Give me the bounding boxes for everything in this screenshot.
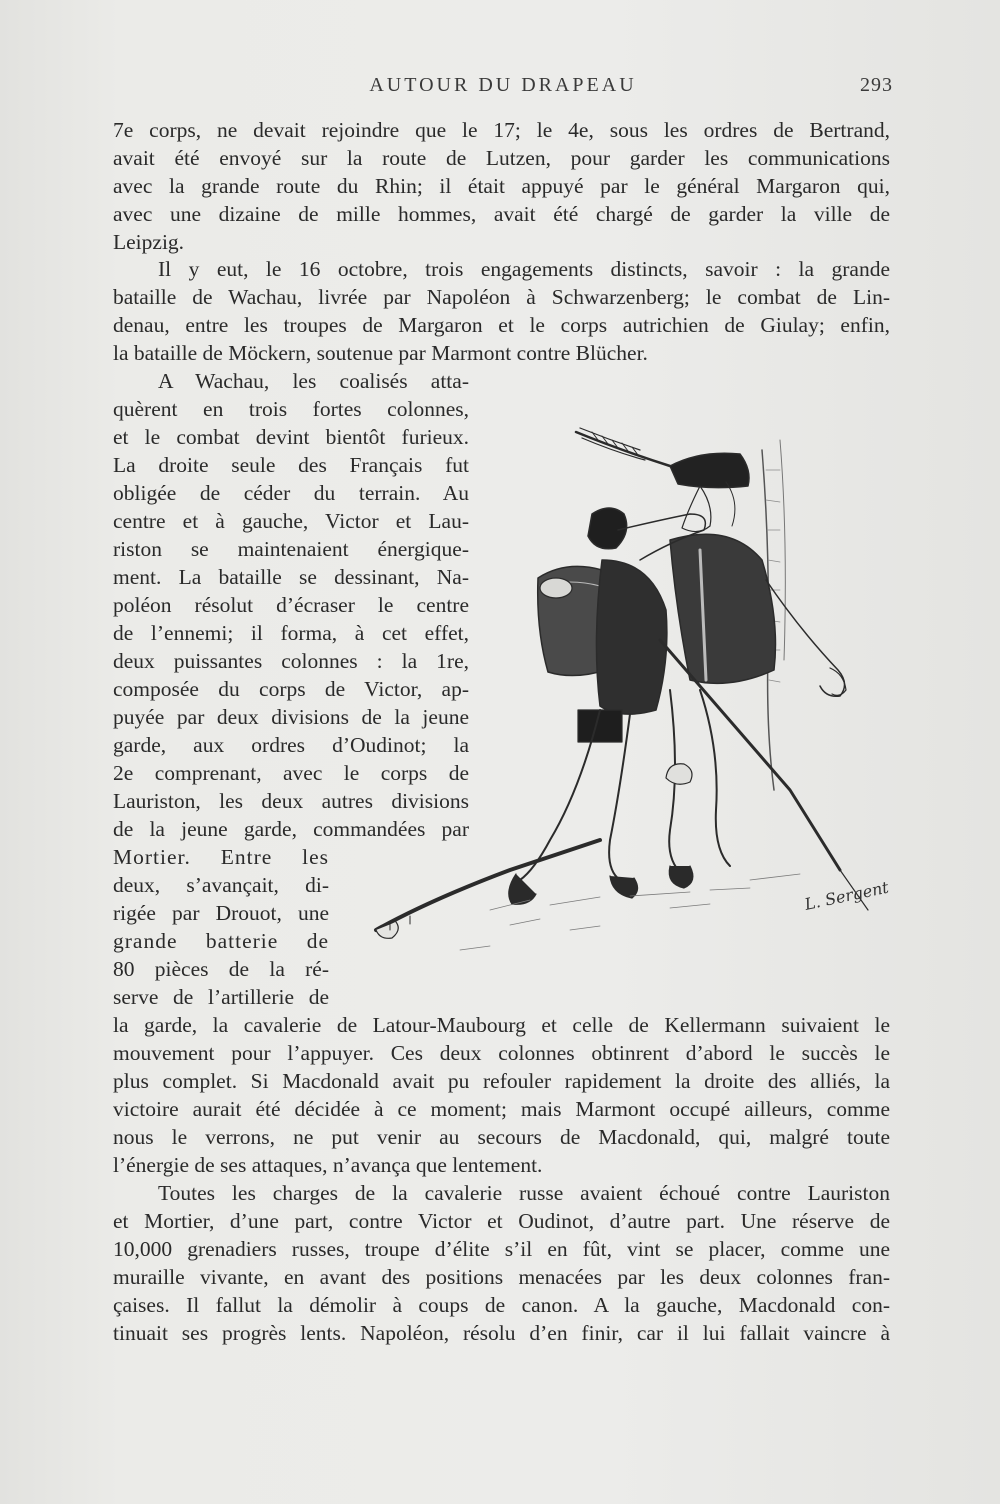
text-line: serve de l’artillerie de — [113, 985, 329, 1009]
text-line: 2e comprenant, avec le corps de — [113, 761, 469, 785]
text-line: centre et à gauche, Victor et Lau- — [113, 509, 469, 533]
text-line: denau, entre les troupes de Margaron et le corps autrichien de Giulay; enfin, — [113, 313, 890, 337]
text-line: avait été envoyé sur la route de Lutzen, pour garder les communications — [113, 146, 890, 170]
text-line: et le combat devint bientôt furieux. — [113, 425, 469, 449]
text-line: victoire aurait été décidée à ce moment; mais Marmont occupé ailleurs, comme — [113, 1097, 890, 1121]
text-line: ment. La bataille se dessinant, Na- — [113, 565, 469, 589]
text-line: Lauriston, les deux autres divisions — [113, 789, 469, 813]
text-line: et Mortier, d’une part, contre Victor et Oudinot, d’autre part. Une réserve de — [113, 1209, 890, 1233]
text-line: Mortier. Entre les — [113, 845, 329, 869]
page-number: 293 — [860, 74, 893, 96]
text-line: bataille de Wachau, livrée par Napoléon à Schwarzenberg; le combat de Lin- — [113, 285, 890, 309]
text-line: avec une dizaine de mille hommes, avait été chargé de garder la ville de — [113, 202, 890, 226]
text-line: garde, aux ordres d’Oudinot; la — [113, 733, 469, 757]
text-line: mouvement pour l’appuyer. Ces deux colonnes obtinrent d’abord le succès le — [113, 1041, 890, 1065]
running-head — [113, 74, 893, 102]
text-line: nous le verrons, ne put venir au secours de Macdonald, qui, malgré toute — [113, 1125, 890, 1149]
text-line: puyée par deux divisions de la jeune — [113, 705, 469, 729]
text-line: deux, s’avançait, di- — [113, 873, 329, 897]
text-line: 80 pièces de la ré- — [113, 957, 329, 981]
text-line: quèrent en trois fortes colonnes, — [113, 397, 469, 421]
text-line: riston se maintenaient énergique- — [113, 537, 469, 561]
illustration-signature: L. Sergent — [802, 877, 890, 914]
text-line: poléon résolut d’écraser le centre — [113, 593, 469, 617]
text-line: deux puissantes colonnes : la 1re, — [113, 649, 469, 673]
text-line: obligée de céder du terrain. Au — [113, 481, 469, 505]
text-line: tinuait ses progrès lents. Napoléon, résolu d’en finir, car il lui fallait vaincre à — [113, 1321, 890, 1345]
text-line: çaises. Il fallut la démolir à coups de canon. A la gauche, Macdonald con- — [113, 1293, 890, 1317]
text-line: Toutes les charges de la cavalerie russe avaient échoué contre Lauriston — [158, 1181, 890, 1205]
text-line: avec la grande route du Rhin; il était appuyé par le général Margaron qui, — [113, 174, 890, 198]
text-line: composée du corps de Victor, ap- — [113, 677, 469, 701]
text-line: muraille vivante, en avant des positions menacées par les deux colonnes fran- — [113, 1265, 890, 1289]
text-line: A Wachau, les coalisés atta- — [158, 369, 469, 393]
text-line: la garde, la cavalerie de Latour-Maubourg et celle de Kellermann suivaient le — [113, 1013, 890, 1037]
illustration-two-soldiers-fighting — [370, 410, 890, 970]
text-line: rigée par Drouot, une — [113, 901, 329, 925]
text-line: de la jeune garde, commandées par — [113, 817, 469, 841]
text-line: Il y eut, le 16 octobre, trois engagements distincts, savoir : la grande — [158, 257, 890, 281]
text-line: la bataille de Möckern, soutenue par Marmont contre Blücher. — [113, 341, 648, 365]
text-line: de l’ennemi; il forma, à cet effet, — [113, 621, 469, 645]
text-line: 7e corps, ne devait rejoindre que le 17; le 4e, sous les ordres de Bertrand, — [113, 118, 890, 142]
text-line: l’énergie de ses attaques, n’avança que lentement. — [113, 1153, 543, 1177]
text-line: La droite seule des Français fut — [113, 453, 469, 477]
text-line: Leipzig. — [113, 230, 185, 254]
text-line: plus complet. Si Macdonald avait pu refouler rapidement la droite des alliés, la — [113, 1069, 890, 1093]
running-title: AUTOUR DU DRAPEAU — [369, 74, 637, 96]
text-line: grande batterie de — [113, 929, 329, 953]
text-line: 10,000 grenadiers russes, troupe d’élite s’il en fût, vint se placer, comme une — [113, 1237, 890, 1261]
